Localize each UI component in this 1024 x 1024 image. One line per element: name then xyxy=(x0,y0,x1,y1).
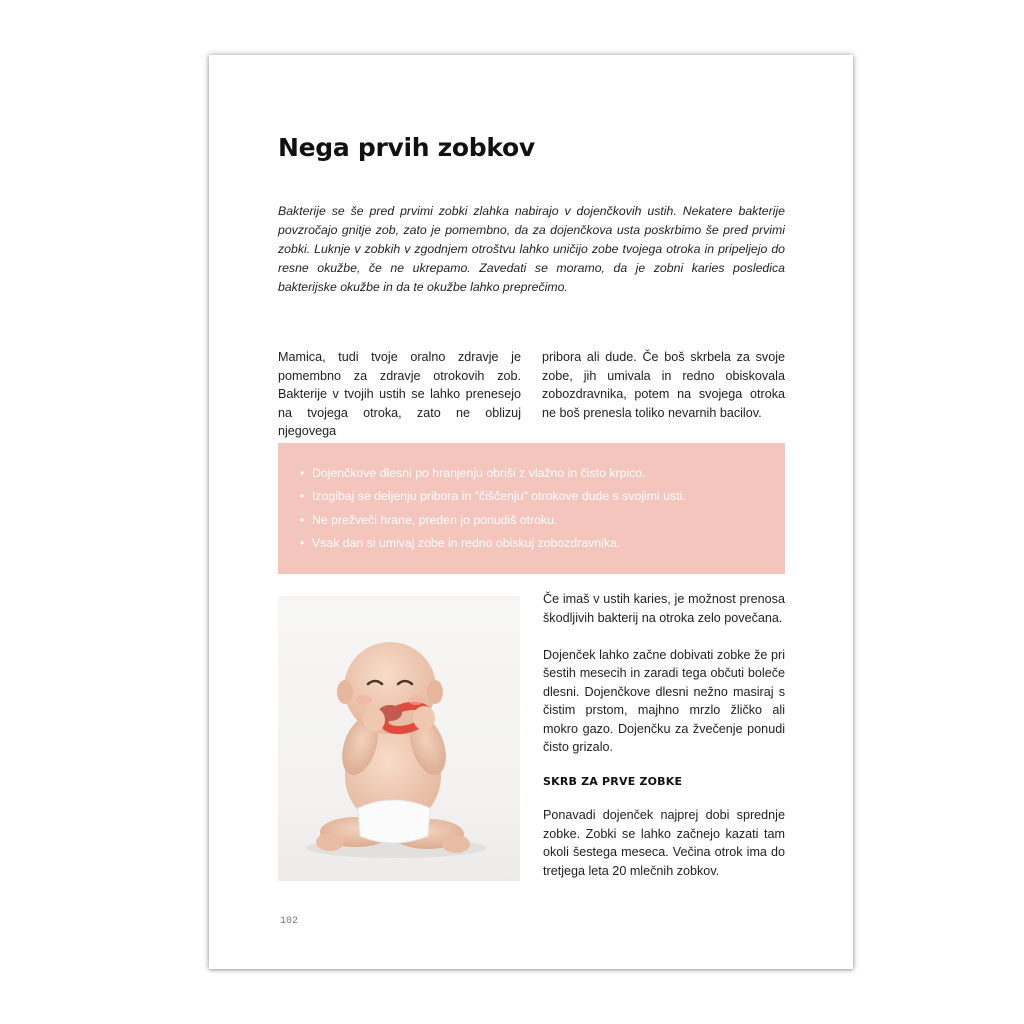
teething-paragraph: Dojenček lahko začne dobivati zobke že pri šestih mesecih in zaradi tega občuti boleče dlesni. Dojenčkove dlesni nežno masiraj s čistim prstom, majhno mrzlo žličko ali mokro gazo. Dojenčku za žvečenje ponudi čisto grizalo. xyxy=(543,647,785,754)
intro-paragraph: Bakterije se še pred prvimi zobki zlahka nabirajo v dojenčkovih ustih. Nekatere bakterije povzročajo gnitje zob, zato je pomembno, da za dojenčkova usta poskrbimo še pred prvimi zobki. Luknje v zobkih v zgodnjem otroštvu lahko uničijo zobe tvojega otroka in pripeljejo do resne okužbe, če ne ukrepamo. Zavedati se moramo, da je zobni karies posledica bakterijske okužbe in da te okužbe lahko preprečimo. xyxy=(278,204,785,294)
baby-with-teether-photo xyxy=(278,596,520,881)
body-column-bottom xyxy=(543,590,785,899)
bullet-icon: • xyxy=(300,512,305,527)
bullet-icon: • xyxy=(300,535,305,550)
body-column-right: pribora ali dude. Če boš skrbela za svoje zobe, jih umivala in redno obiskovala zobozdravnika, potem na svojega otroka ne boš prenesla toliko nevarnih bacilov. xyxy=(542,350,785,420)
caries-paragraph: Če imaš v ustih karies, je možnost prenosa škodljivih bakterij na otroka zelo povečana. xyxy=(543,592,785,625)
baby-illustration xyxy=(278,596,520,881)
tip-text: Izogibaj se deljenju pribora in "čiščenju" otrokove dude s svojimi usti. xyxy=(312,489,686,504)
bullet-icon: • xyxy=(300,466,305,480)
tips-box xyxy=(278,443,785,574)
tips-list xyxy=(278,443,785,555)
bullet-icon: • xyxy=(300,489,305,504)
tip-item xyxy=(300,532,785,555)
tip-text: Ne prežveči hrane, preden jo ponudiš otroku. xyxy=(312,512,558,527)
tip-text: Dojenčkove dlesni po hranjenju obriši z vlažno in čisto krpico. xyxy=(312,466,646,480)
tip-item xyxy=(300,462,785,485)
tip-text: Vsak dan si umivaj zobe in redno obiskuj zobozdravnika. xyxy=(312,535,621,550)
tip-item xyxy=(300,509,785,532)
page-title: Nega prvih zobkov xyxy=(278,133,535,162)
tip-item xyxy=(300,485,785,508)
book-page xyxy=(209,55,853,969)
first-teeth-paragraph: Ponavadi dojenček najprej dobi sprednje zobke. Zobki se lahko začnejo kazati tam okoli šestega meseca. Večina otrok ima do tretjega leta 20 mlečnih zobkov. xyxy=(543,808,785,878)
page-number: 102 xyxy=(280,916,299,927)
body-column-left: Mamica, tudi tvoje oralno zdravje je pomembno za zdravje otrokovih zob. Bakterije v tvojih ustih se lahko prenesejo na tvojega otroka, zato ne oblizuj njegovega xyxy=(278,350,521,438)
section-subheading: SKRB ZA PRVE ZOBKE xyxy=(543,775,683,788)
